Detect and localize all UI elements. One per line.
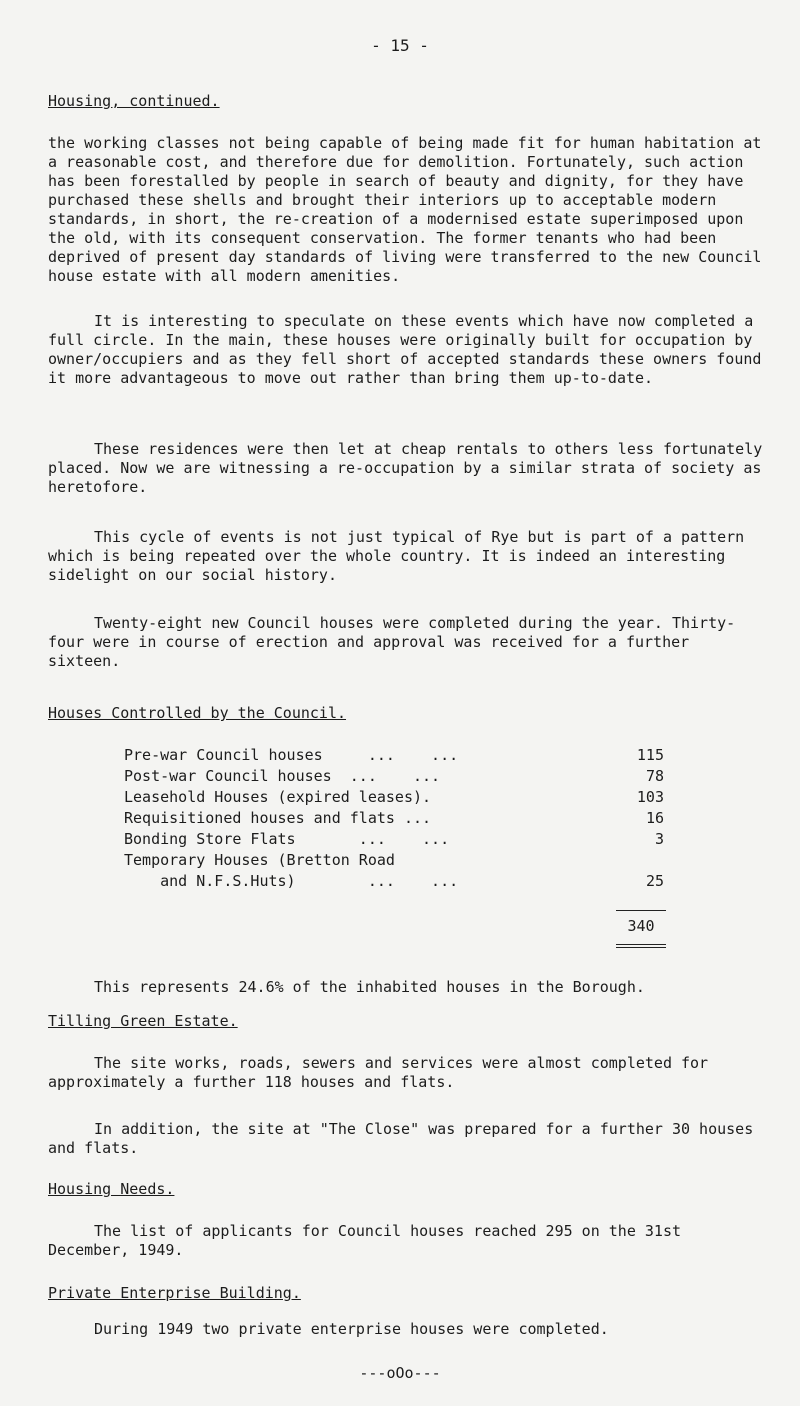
row-label: Leasehold Houses (expired leases). xyxy=(124,788,432,806)
table-row xyxy=(124,788,664,809)
row-value: 103 xyxy=(636,788,664,806)
table-row xyxy=(124,830,664,851)
row-value: 25 xyxy=(645,872,664,890)
tilling-paragraph-the-close: In addition, the site at "The Close" was prepared for a further 30 houses and flats. xyxy=(48,1120,754,1157)
end-mark: ---oOo--- xyxy=(359,1364,441,1382)
row-label: Temporary Houses (Bretton Road xyxy=(124,851,395,869)
table-row xyxy=(124,872,664,893)
paragraph-residences: These residences were then let at cheap rentals to others less fortunately placed. Now we are witnessing a re-occupation by a similar strata of society as heretofore. xyxy=(48,440,763,496)
row-value: 115 xyxy=(636,746,664,764)
private-heading: Private Enterprise Building. xyxy=(48,1284,301,1302)
table-total xyxy=(616,910,666,948)
total-rule-bottom xyxy=(616,944,666,945)
row-value: 3 xyxy=(654,830,664,848)
row-value: 16 xyxy=(645,809,664,827)
table-row xyxy=(124,851,664,872)
row-value xyxy=(628,851,664,872)
row-label: Requisitioned houses and flats ... xyxy=(124,809,432,827)
table-row xyxy=(124,746,664,767)
paragraph-new-council-houses: Twenty-eight new Council houses were completed during the year. Thirty-four were in course of erection and approval was received for a further sixteen. xyxy=(48,614,736,670)
controlled-heading: Houses Controlled by the Council. xyxy=(48,704,347,722)
represents-text: This represents 24.6% of the inhabited houses in the Borough. xyxy=(94,978,645,996)
row-label: Pre-war Council houses ... ... xyxy=(124,746,459,764)
private-paragraph: During 1949 two private enterprise houses were completed. xyxy=(94,1320,609,1338)
needs-paragraph: The list of applicants for Council houses reached 295 on the 31st December, 1949. xyxy=(48,1222,681,1259)
total-rule-bottom-double xyxy=(616,947,666,948)
row-label: Bonding Store Flats ... ... xyxy=(124,830,450,848)
needs-heading: Housing Needs. xyxy=(48,1180,175,1198)
paragraph-cycle: This cycle of events is not just typical of Rye but is part of a pattern which is being repeated over the whole country. It is indeed an interesting sidelight on our social history. xyxy=(48,528,745,584)
total-rule-top xyxy=(616,910,666,911)
tilling-heading: Tilling Green Estate. xyxy=(48,1012,238,1030)
controlled-houses-table xyxy=(124,746,664,893)
row-value: 78 xyxy=(645,767,664,785)
table-row xyxy=(124,767,664,788)
table-row xyxy=(124,809,664,830)
total-value: 340 xyxy=(627,917,655,935)
row-label: and N.F.S.Huts) ... ... xyxy=(124,872,459,890)
housing-heading: Housing, continued. xyxy=(48,92,220,110)
page-number: - 15 - xyxy=(371,36,429,55)
paragraph-speculate: It is interesting to speculate on these events which have now completed a full circle. In the main, these houses were originally built for occupation by owner/occupiers and as they fell short of accepted standards these owners found it more advantageous to move out rather than bring them up-to-date. xyxy=(48,312,762,387)
tilling-paragraph-site-works: The site works, roads, sewers and services were almost completed for approximately a further 118 houses and flats. xyxy=(48,1054,709,1091)
row-label: Post-war Council houses ... ... xyxy=(124,767,441,785)
paragraph-working-classes: the working classes not being capable of being made fit for human habitation at a reasonable cost, and therefore due for demolition. Fortunately, such action has been forestalled by people in search of beauty and dignity, for they have purchased these shells and brought their interiors up to acceptable modern standards, in short, the re-creation of a modernised estate superimposed upon the old, with its consequent conservation. The former tenants who had been deprived of present day standards of living were transferred to the new Council house estate with all modern amenities. xyxy=(48,134,762,285)
